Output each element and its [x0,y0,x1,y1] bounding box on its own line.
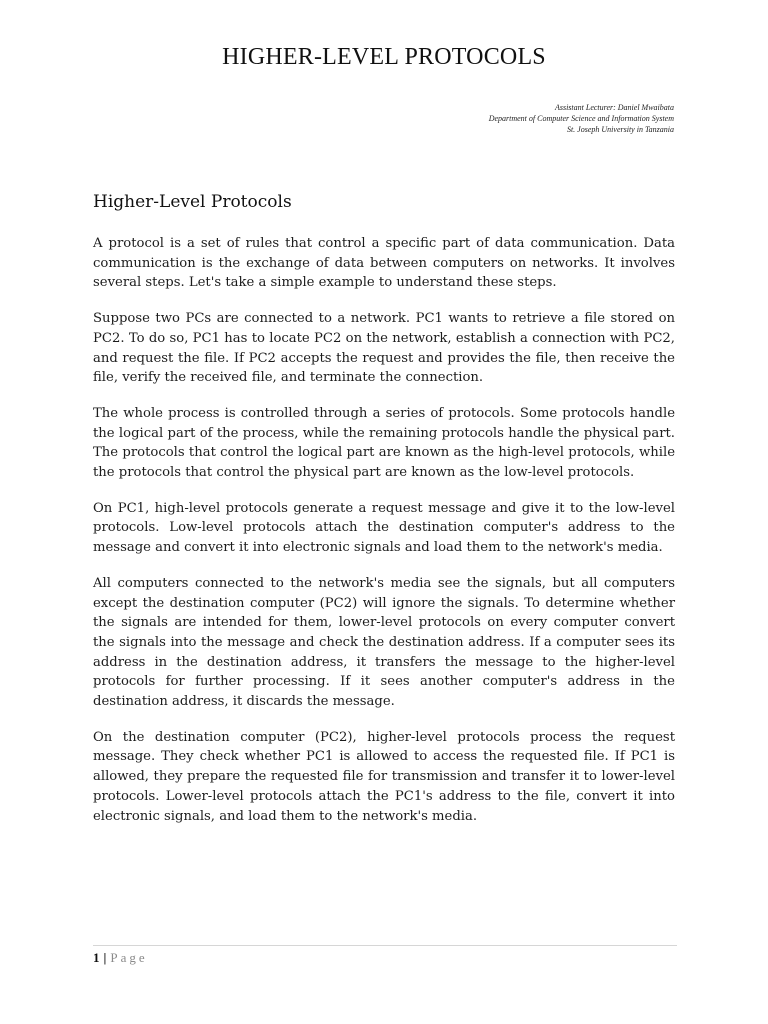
paragraph-1: A protocol is a set of rules that control a specific part of data communication. Data communication is the exchange of data between computers on networks. It involves several steps. Let's take a simple example to understand these steps. [93,236,675,291]
footer-divider [93,945,677,946]
document-body [93,234,675,842]
page-label: Page [110,950,148,965]
page-footer [93,950,148,966]
paragraph-2: Suppose two PCs are connected to a network. PC1 wants to retrieve a file stored on PC2. To do so, PC1 has to locate PC2 on the network, establish a connection with PC2, and request the file. If PC2 accepts the request and provides the file, then receive the file, verify the received file, and terminate the connection. [93,311,675,386]
author-university: St. Joseph University in Tanzania [566,125,674,134]
paragraph-4: On PC1, high-level protocols generate a request message and give it to the low-level protocols. Low-level protocols attach the destination computer's address to the message and convert it into electronic signals and load them to the network's media. [93,500,675,556]
page-title: HIGHER-LEVEL PROTOCOLS [222,44,546,70]
paragraph-6: On the destination computer (PC2), higher-level protocols process the request message. They check whether PC1 is allowed to access the requested file. If PC1 is allowed, they prepare the requested file for transmission and transfer it to lower-level protocols. Lower-level protocols attach the PC1's address to the file, convert it into electronic signals, and load them to the network's media. [93,729,675,824]
author-block [489,102,674,135]
footer-separator: | [103,950,107,965]
page-number: 1 [93,950,100,965]
author-department: Department of Computer Science and Information System [488,114,674,123]
section-heading: Higher-Level Protocols [93,192,292,212]
author-name: Assistant Lecturer: Daniel Mwaibata [554,103,674,112]
paragraph-5: All computers connected to the network's media see the signals, but all computers except the destination computer (PC2) will ignore the signals. To determine whether the signals are intended for them, lower-level protocols on every computer convert the signals into the message and check the destination address. If a computer sees its address in the destination address, it transfers the message to the higher-level protocols for further processing. If it sees another computer's address in the destination address, it discards the message. [93,575,675,710]
paragraph-3: The whole process is controlled through a series of protocols. Some protocols handle the logical part of the process, while the remaining protocols handle the physical part. The protocols that control the logical part are known as the high-level protocols, while the protocols that control the physical part are known as the low-level protocols. [93,405,675,481]
